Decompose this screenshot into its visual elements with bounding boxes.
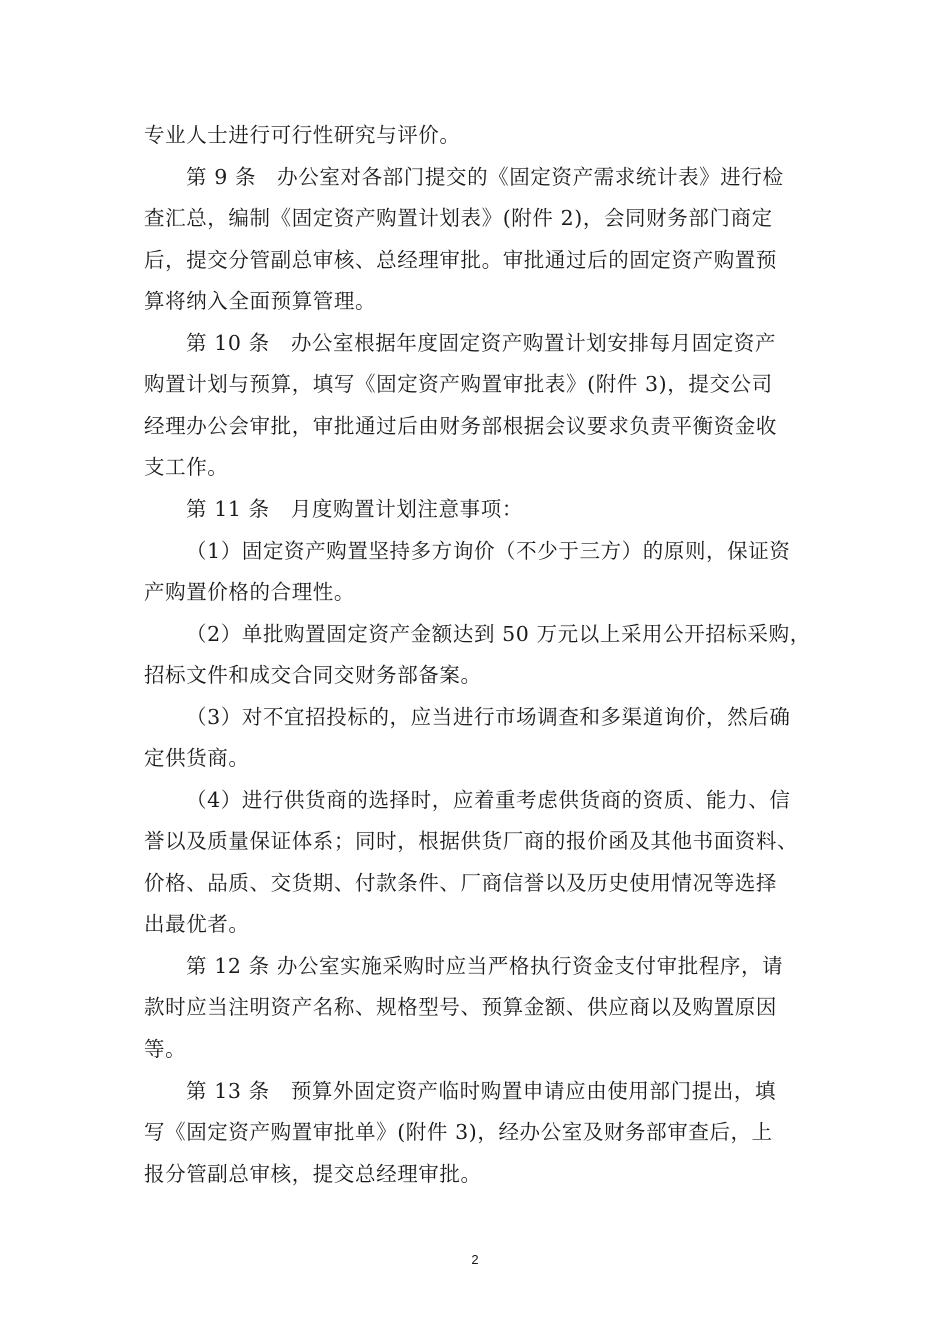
article-10-line: 第 10 条 办公室根据年度固定资产购置计划安排每月固定资产 [186,331,777,355]
article-9-line: 第 9 条 办公室对各部门提交的《固定资产需求统计表》进行检 [186,165,784,189]
article-13-line: 第 13 条 预算外固定资产临时购置申请应由使用部门提出，填 [186,1079,777,1103]
text-line: 专业人士进行可行性研究与评价。 [144,123,461,147]
text-line: 算将纳入全面预算管理。 [144,289,377,313]
text-line: 誉以及质量保证体系；同时，根据供货厂商的报价函及其他书面资料、 [144,829,799,853]
article-11-line: 第 11 条 月度购置计划注意事项： [186,497,523,521]
text-line: 报分管副总审核，提交总经理审批。 [144,1162,482,1186]
text-line: 等。 [144,1037,187,1061]
text-line: 经理办公会审批，审批通过后由财务部根据会议要求负责平衡资金收 [144,414,777,438]
text-line: 后，提交分管副总审核、总经理审批。审批通过后的固定资产购置预 [144,248,777,272]
page-number: 2 [471,1252,479,1267]
text-line: 招标文件和成交合同交财务部备案。 [144,663,482,687]
text-line: 查汇总，编制《固定资产购置计划表》(附件 2)，会同财务部门商定 [144,206,773,230]
text-line: 购置计划与预算，填写《固定资产购置审批表》(附件 3)，提交公司 [144,372,773,396]
item-3-line: （3）对不宜招投标的，应当进行市场调查和多渠道询价，然后确 [186,705,791,729]
item-1-line: （1）固定资产购置坚持多方询价（不少于三方）的原则，保证资 [186,539,791,563]
text-line: 产购置价格的合理性。 [144,580,355,604]
item-4-line: （4）进行供货商的选择时，应着重考虑供货商的资质、能力、信 [186,788,791,812]
text-line: 出最优者。 [144,912,250,936]
text-line: 价格、品质、交货期、付款条件、厂商信誉以及历史使用情况等选择 [144,871,777,895]
text-line: 支工作。 [144,455,229,479]
item-2-line: （2）单批购置固定资产金额达到 50 万元以上采用公开招标采购， [186,622,811,646]
text-line: 写《固定资产购置审批单》(附件 3)，经办公室及财务部审查后，上 [144,1120,773,1144]
article-12-line: 第 12 条 办公室实施采购时应当严格执行资金支付审批程序，请 [186,954,784,978]
text-line: 款时应当注明资产名称、规格型号、预算金额、供应商以及购置原因 [144,995,777,1019]
text-line: 定供货商。 [144,746,250,770]
